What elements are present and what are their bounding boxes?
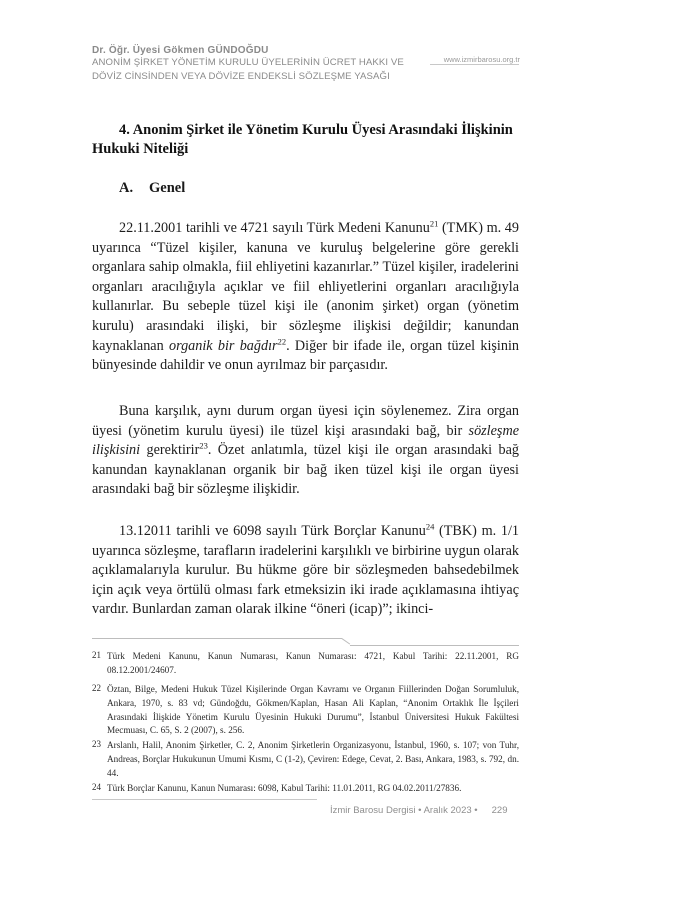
- header-author: Dr. Öğr. Üyesi Gökmen GÜNDOĞDU: [92, 45, 269, 56]
- footnote-separator-slant: [341, 638, 350, 645]
- footnote-ref-21[interactable]: 21: [429, 218, 439, 229]
- footer-rule: [92, 799, 317, 800]
- paragraph-3: [92, 522, 519, 620]
- header-rule: [430, 64, 519, 65]
- subsection-letter: A.: [119, 180, 134, 196]
- footnote-24: [92, 782, 519, 796]
- footnote-ref-23[interactable]: 23: [199, 440, 208, 451]
- p1-text-b: (TMK) m. 49 uyarınca “Tüzel kişiler, kanuna ve kuruluş belgelerine göre gerekli organlara sahip olmakla, fiil ehliyetini kazanırlar.” Tüzel kişiler, iradelerini organları aracılığıyla açıklar ve fiil ehliyetlerini organları aracılığıyla kullanırlar. Bu sebeple tüzel kişi ile (anonim şirket) organ (yönetim kurulu) arasındaki ilişki, bir sözleşme ilişkisi değildir; kanundan kaynaklanan: [92, 220, 519, 354]
- p2-text-c: . Özet anlatımla, tüzel kişi ile organ arasındaki bağ kanundan kaynaklanan organik bir bağ iken tüzel kişi ile organ üyesi arasındaki bağ bir sözleşme ilişkidir.: [92, 442, 520, 498]
- footnote-text: Türk Borçlar Kanunu, Kanun Numarası: 6098, Kabul Tarihi: 11.01.2011, RG 04.02.2011/27836.: [107, 783, 462, 793]
- footnote-number: 22: [92, 683, 101, 693]
- section-heading: [92, 121, 519, 159]
- footnote-23: [92, 739, 519, 780]
- subsection-title: Genel: [149, 180, 186, 196]
- p2-text-a: Buna karşılık, aynı durum organ üyesi için söylenemez. Zira organ üyesi (yönetim kurulu üyesi) ile tüzel kişi arasındaki bağ, bir: [92, 403, 519, 439]
- running-footer: [330, 805, 507, 816]
- header-website[interactable]: www.izmirbarosu.org.tr: [443, 55, 520, 64]
- p1-emphasis: organik bir bağdır: [168, 337, 278, 354]
- header-title-line2: DÖVİZ CİNSİNDEN VEYA DÖVİZE ENDEKSLİ SÖZLEŞME YASAĞI: [92, 70, 390, 82]
- subsection-heading: [119, 180, 185, 197]
- p1-text-c: . Diğer bir ifade ile, organ tüzel kişinin bünyesinde dahildir ve onun ayrılmaz bir parçasıdır.: [92, 337, 519, 374]
- p2-emphasis: sözleşme ilişkisini: [92, 422, 519, 459]
- p3-text-a: 13.12011 tarihli ve 6098 sayılı Türk Borçlar Kanunu: [119, 523, 426, 539]
- footnote-21: [92, 650, 519, 678]
- footnote-text: Türk Medeni Kanunu, Kanun Numarası, Kanun Numarası: 4721, Kabul Tarihi: 22.11.2001, RG 08.12.2001/24607.: [107, 651, 519, 675]
- footnote-separator: [92, 638, 342, 639]
- footnote-text: Öztan, Bilge, Medeni Hukuk Tüzel Kişilerinde Organ Kavramı ve Organın Fiillerinden Doğan Sorumluluk, Ankara, 1970, s. 83 vd; Gündoğdu, Gökmen/Kaplan, Hasan Ali Kaplan, “Anonim Ortaklık İle İşçileri Arasındaki İlişkide Yönetim Kurulu Üyesinin Hukuki Durumu”, İstanbul Üniversitesi Hukuk Fakültesi Mecmuası, C. 65, S. 2 (2007), s. 256.: [107, 684, 519, 736]
- footnote-ref-24[interactable]: 24: [425, 521, 435, 532]
- p3-text-b: (TBK) m. 1/1 uyarınca sözleşme, tarafların iradelerini karşılıklı ve birbirine uygun olarak açıklamalarıyla kurulur. Bu hükme göre bir sözleşmeden bahsedebilmek için açık veya örtülü olması fark etmeksizin iki irade açıklamasına ihtiyaç vardır. Bunlardan zaman olarak ilkine “öneri (icap)”; ikinci-: [92, 523, 519, 618]
- footnote-number: 24: [92, 782, 101, 792]
- paragraph-1: [92, 219, 519, 376]
- p1-text-a: 22.11.2001 tarihli ve 4721 sayılı Türk Medeni Kanunu: [119, 220, 430, 236]
- p2-text-b: gerektirir: [140, 442, 200, 459]
- footnote-text: Arslanlı, Halil, Anonim Şirketler, C. 2, Anonim Şirketlerin Organizasyonu, İstanbul, 1960, s. 107; von Tuhr, Andreas, Borçlar Hukukunun Umumi Kısmı, C (1-2), Çeviren: Edege, Cevat, 2. Bası, Ankara, 1983, s. 792, dn. 44.: [107, 740, 519, 778]
- footer-journal: İzmir Barosu Dergisi • Aralık 2023 •: [330, 805, 478, 816]
- page-number: 229: [491, 805, 508, 816]
- header-title-line1: ANONİM ŞİRKET YÖNETİM KURULU ÜYELERİNİN ÜCRET HAKKI VE: [92, 57, 404, 68]
- footnote-number: 23: [92, 739, 101, 749]
- paragraph-2: [92, 402, 519, 500]
- footnote-separator-right: [350, 645, 519, 646]
- footnote-number: 21: [92, 650, 101, 660]
- footnote-ref-22[interactable]: 22: [277, 335, 287, 346]
- footnote-22: [92, 683, 519, 738]
- section-heading-text: 4. Anonim Şirket ile Yönetim Kurulu Üyesi Arasındaki İlişkinin Hukuki Niteliği: [92, 122, 513, 157]
